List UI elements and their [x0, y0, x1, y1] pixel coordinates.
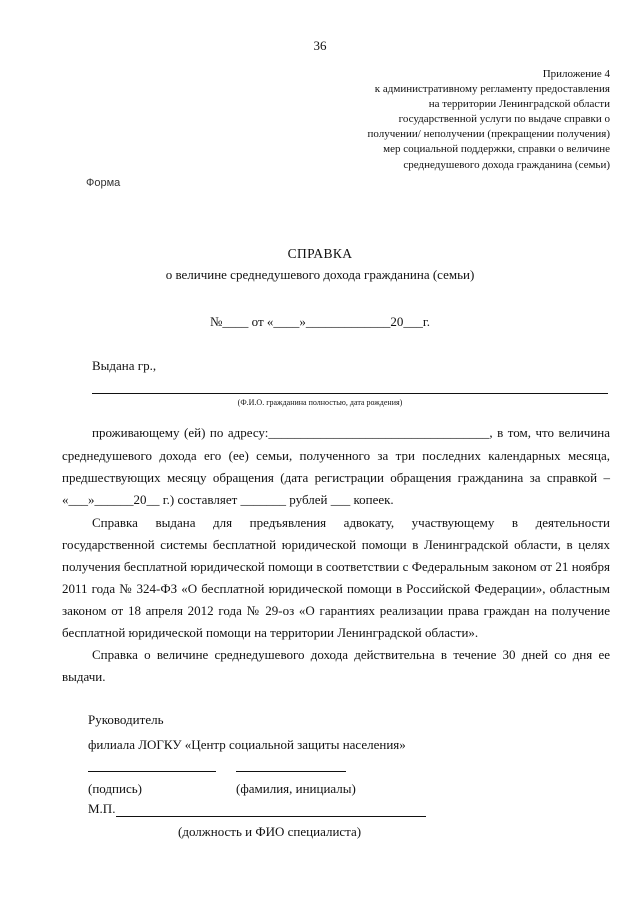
document-title: СПРАВКА: [287, 246, 353, 261]
signature-underline: [88, 771, 216, 772]
paragraph-3-line: Справка о величине среднедушевого дохода действительна в течение 30 дней со дня ее: [92, 647, 610, 662]
number-date-line: №____ от «____»_____________20___г.: [209, 314, 431, 329]
appendix-line: Приложение 4: [542, 68, 610, 80]
paragraph-2-line: государственной системы бесплатной юридической помощи в Ленинградской области, в целях: [62, 537, 610, 552]
appendix-block: [368, 67, 611, 173]
branch-label: филиала ЛОГКУ «Центр социальной защиты населения»: [88, 737, 406, 752]
paragraph-2-line: бесплатной юридической помощи на территории Ленинградской области».: [62, 625, 479, 640]
paragraph-1-line: «___»______20__ г.) составляет _______ рублей ___ копеек.: [62, 492, 394, 507]
page-number: 36: [313, 38, 327, 53]
paragraph-3-line: выдачи.: [62, 669, 106, 684]
position-caption: (должность и ФИО специалиста): [178, 824, 362, 839]
paragraph-2-line: 2011 года № 324-ФЗ «О бесплатной юридической помощи в Российской Федерации», областным: [62, 581, 610, 596]
paragraph-2-line: законом от 18 апреля 2012 года № 29-оз «О гарантиях реализации права граждан на получение: [62, 603, 610, 618]
appendix-line: среднедушевого дохода гражданина (семьи): [403, 158, 610, 171]
appendix-line: государственной услуги по выдаче справки о: [398, 113, 610, 126]
paragraph-1-line: проживающему (ей) по адресу:__________________________________, в том, что величина: [92, 425, 610, 440]
stamp-label: М.П.: [88, 801, 116, 816]
issued-to-label: Выдана гр.,: [92, 358, 157, 373]
form-label: Форма: [86, 177, 121, 189]
paragraph-1-line: предшествующих месяцу обращения (дата регистрации обращения гражданина за справкой –: [62, 470, 610, 485]
appendix-line: на территории Ленинградской области: [428, 98, 610, 111]
paragraph-2-line: получения бесплатной юридической помощи в соответствии с Федеральным законом от 21 ноября: [62, 559, 610, 574]
appendix-line: мер социальной поддержки, справки о величине: [383, 143, 610, 156]
paragraph-2-line: Справка выдана для предъявления адвокату, участвующему в деятельности: [92, 515, 610, 530]
name-underline: [236, 771, 346, 772]
fio-underline: [92, 393, 608, 394]
paragraph-1-line: среднедушевого дохода его (ее) семьи, полученного за три последних календарных месяца,: [62, 448, 610, 463]
document-subtitle: о величине среднедушевого дохода гражданина (семьи): [165, 267, 475, 282]
signature-caption: (подпись): [88, 781, 142, 796]
appendix-line: получении/ неполучении (прекращении получения): [367, 128, 610, 141]
position-underline: [116, 816, 426, 817]
head-label: Руководитель: [88, 712, 164, 727]
name-caption: (фамилия, инициалы): [236, 781, 356, 796]
fio-caption: (Ф.И.О. гражданина полностью, дата рождения): [237, 398, 403, 407]
appendix-line: к административному регламенту предоставления: [374, 83, 610, 96]
